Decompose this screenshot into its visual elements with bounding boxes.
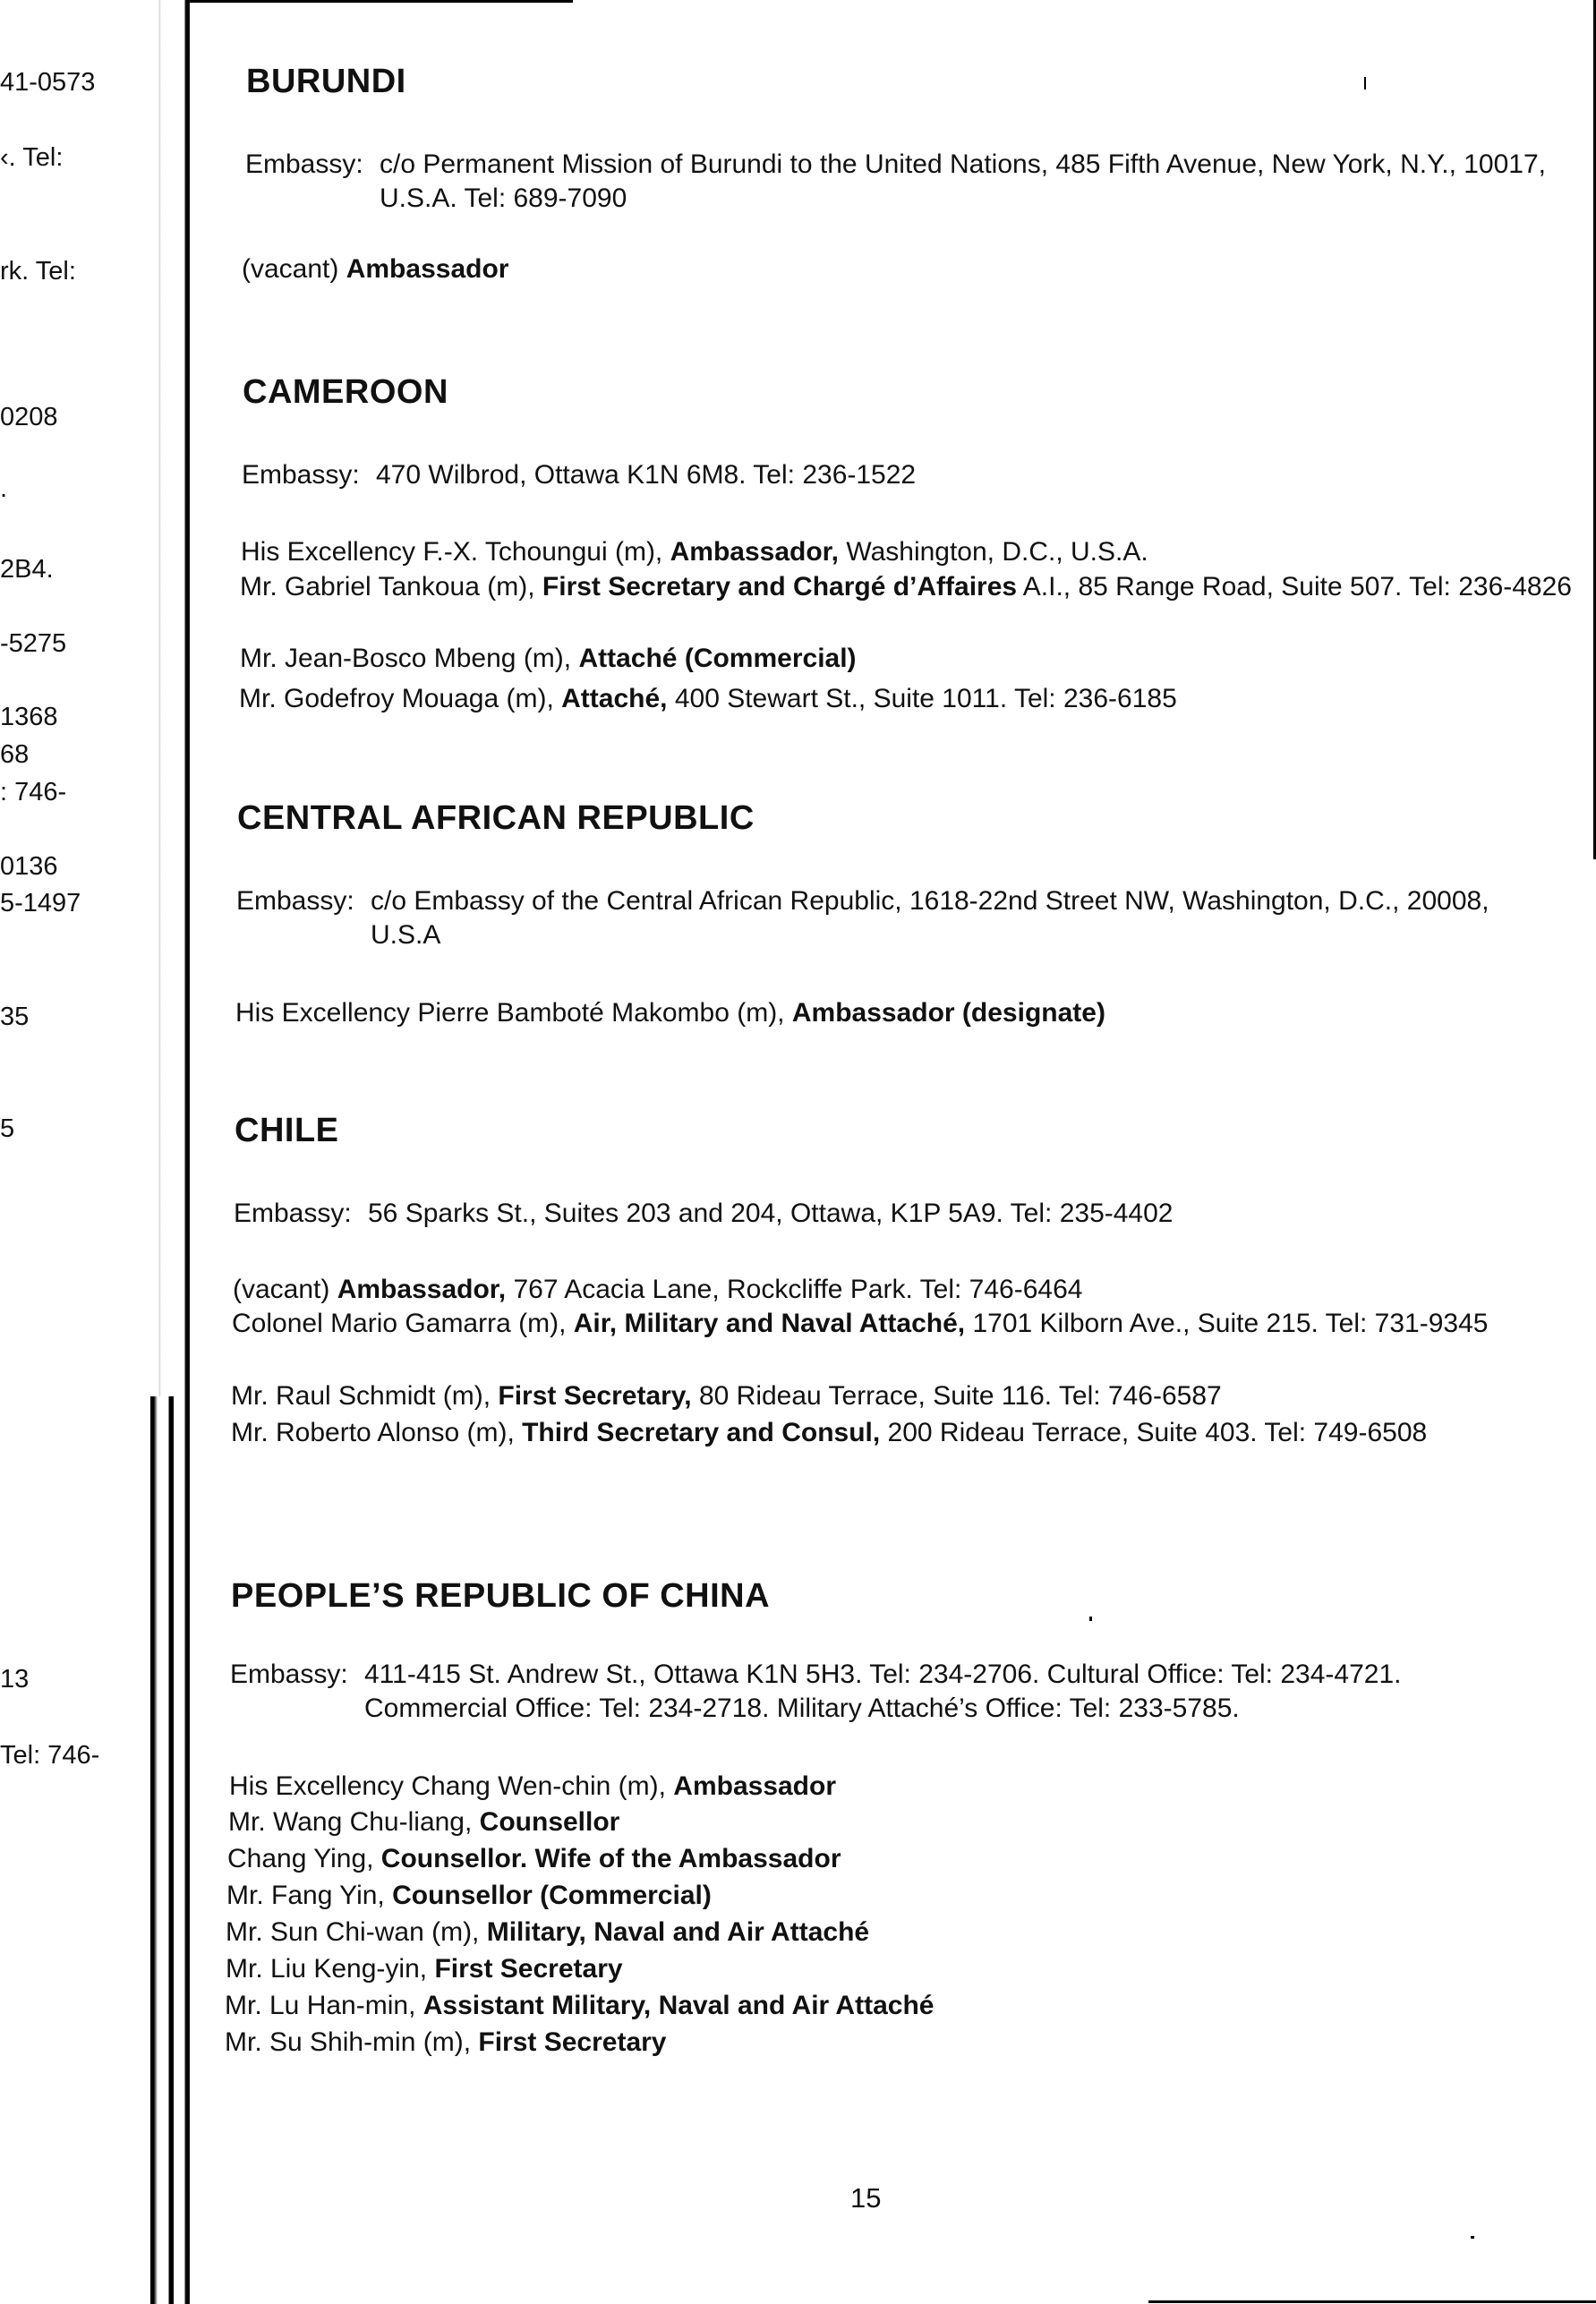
- fragment: .: [0, 474, 8, 503]
- person-name: (vacant): [242, 254, 346, 284]
- person-entry: [225, 2026, 1596, 2060]
- country-heading: CHILE: [235, 1112, 339, 1149]
- person-title: Ambassador: [673, 1771, 837, 1801]
- person-entry: [240, 642, 1596, 676]
- country-heading: PEOPLE’S REPUBLIC OF CHINA: [231, 1577, 771, 1615]
- person-name: Mr. Fang Yin,: [226, 1881, 393, 1910]
- fragment: ‹. Tel:: [0, 143, 64, 172]
- person-title: First Secretary: [478, 2027, 667, 2057]
- person-name: Mr. Jean-Bosco Mbeng (m),: [240, 644, 579, 673]
- embassy-address: 411-415 St. Andrew St., Ottawa K1N 5H3. Tel: 234-2706. Cultural Office: Tel: 234-4721. Commercial Office: Tel: 234-2718. Military Attaché’s Office: Tel: 233-5785.: [364, 1660, 1402, 1723]
- person-entry: [235, 996, 1596, 1030]
- person-entry: [241, 535, 1596, 569]
- person-title: Ambassador,: [670, 537, 840, 567]
- country-heading: CENTRAL AFRICAN REPUBLIC: [237, 799, 755, 837]
- person-entry: [227, 1842, 1596, 1876]
- person-entry: [226, 1879, 1596, 1913]
- fragment: 0136: [0, 852, 58, 881]
- fragment: -5275: [0, 629, 67, 658]
- person-entry: [232, 1307, 1596, 1341]
- person-details: Washington, D.C., U.S.A.: [839, 537, 1148, 567]
- person-name: Mr. Sun Chi-wan (m),: [226, 1917, 487, 1947]
- person-entry: [228, 1805, 1596, 1839]
- person-name: Mr. Roberto Alonso (m),: [231, 1418, 523, 1447]
- person-title: Counsellor: [479, 1807, 620, 1837]
- person-details: 80 Rideau Terrace, Suite 116. Tel: 746-6587: [691, 1381, 1222, 1411]
- person-title: Assistant Military, Naval and Air Attaché: [422, 1991, 935, 2020]
- person-name: His Excellency Chang Wen-chin (m),: [229, 1771, 674, 1801]
- fragment: 13: [0, 1665, 30, 1694]
- fragment: 41-0573: [0, 68, 96, 97]
- embassy-label: Embassy:: [245, 149, 363, 179]
- person-name: Mr. Raul Schmidt (m),: [231, 1381, 499, 1411]
- country-heading: BURUNDI: [246, 63, 406, 100]
- embassy-entry: [230, 1658, 1546, 1726]
- person-title: Attaché (Commercial): [578, 644, 857, 673]
- embassy-entry: [236, 884, 1552, 952]
- person-name: Colonel Mario Gamarra (m),: [232, 1309, 574, 1338]
- person-title: Ambassador,: [337, 1275, 507, 1304]
- person-name: Mr. Su Shih-min (m),: [225, 2027, 479, 2057]
- person-name: Chang Ying,: [227, 1844, 381, 1873]
- person-name: Mr. Godefroy Mouaga (m),: [239, 684, 562, 713]
- embassy-address: c/o Permanent Mission of Burundi to the United Nations, 485 Fifth Avenue, New York, N.Y., 10017, U.S.A. Tel: 689-7090: [380, 149, 1546, 213]
- person-title: First Secretary: [434, 1954, 623, 1984]
- fragment: Tel: 746-: [0, 1741, 100, 1770]
- person-entry: [231, 1379, 1596, 1413]
- person-details: 1701 Kilborn Ave., Suite 215. Tel: 731-9345: [965, 1309, 1489, 1338]
- person-entry: [226, 1952, 1596, 1986]
- embassy-label: Embassy:: [236, 886, 354, 916]
- person-title: Ambassador (designate): [791, 998, 1105, 1028]
- person-name: (vacant): [233, 1275, 337, 1304]
- person-entry: [240, 570, 1596, 604]
- person-title: Third Secretary and Consul,: [522, 1418, 881, 1447]
- fragment: 0208: [0, 403, 58, 431]
- fragment: rk. Tel:: [0, 257, 76, 286]
- embassy-address: c/o Embassy of the Central African Republic, 1618-22nd Street NW, Washington, D.C., 20008, U.S.A: [371, 886, 1489, 950]
- binding-shadow: [150, 1396, 174, 2304]
- person-entry: [226, 1916, 1596, 1950]
- person-name: His Excellency F.-X. Tchoungui (m),: [241, 537, 670, 567]
- bottom-edge-rule: [1148, 2300, 1596, 2303]
- embassy-entry: [242, 458, 1558, 492]
- person-details: 200 Rideau Terrace, Suite 403. Tel: 749-6508: [880, 1418, 1428, 1447]
- person-entry: [242, 252, 1596, 286]
- person-entry: [233, 1273, 1596, 1307]
- person-name: Mr. Lu Han-min,: [225, 1991, 423, 2020]
- scan-speck: [1364, 77, 1366, 90]
- country-heading: CAMEROON: [243, 373, 448, 411]
- person-details: A.I., 85 Range Road, Suite 507. Tel: 236-4826: [1017, 572, 1572, 602]
- person-entry: [229, 1770, 1596, 1804]
- person-name: Mr. Wang Chu-liang,: [228, 1807, 480, 1837]
- person-entry: [225, 1989, 1596, 2023]
- top-edge-rule: [190, 0, 573, 3]
- embassy-address: 56 Sparks St., Suites 203 and 204, Ottawa, K1P 5A9. Tel: 235-4402: [368, 1199, 1174, 1228]
- fragment: 5-1497: [0, 889, 81, 917]
- person-name: Mr. Liu Keng-yin,: [226, 1954, 435, 1984]
- fragment: 2B4.: [0, 555, 54, 584]
- embassy-entry: [234, 1197, 1549, 1231]
- fragment: 68: [0, 740, 30, 769]
- person-title: Air, Military and Naval Attaché,: [573, 1309, 966, 1338]
- person-title: Counsellor (Commercial): [392, 1881, 712, 1910]
- fragment: 5: [0, 1114, 15, 1143]
- scan-speck: [1471, 2236, 1474, 2239]
- embassy-entry: [245, 148, 1561, 216]
- person-details: 767 Acacia Lane, Rockcliffe Park. Tel: 746-6464: [506, 1275, 1083, 1304]
- person-title: First Secretary and Chargé d’Affaires: [542, 572, 1018, 602]
- scan-speck: [1089, 1617, 1092, 1621]
- embassy-label: Embassy:: [234, 1199, 352, 1228]
- person-details: 400 Stewart St., Suite 1011. Tel: 236-6185: [667, 684, 1177, 713]
- fragment: : 746-: [0, 778, 67, 806]
- fragment: 1368: [0, 703, 58, 731]
- person-title: Counsellor. Wife of the Ambassador: [380, 1844, 841, 1873]
- person-name: Mr. Gabriel Tankoua (m),: [240, 572, 542, 602]
- fragment: 35: [0, 1003, 30, 1031]
- person-title: Attaché,: [561, 684, 668, 713]
- person-title: Military, Naval and Air Attaché: [486, 1917, 870, 1947]
- person-entry: [239, 682, 1596, 716]
- person-name: His Excellency Pierre Bamboté Makombo (m),: [235, 998, 792, 1028]
- embassy-label: Embassy:: [230, 1660, 348, 1689]
- facing-page-fragments: [0, 0, 148, 2304]
- person-title: First Secretary,: [498, 1381, 692, 1411]
- person-title: Ambassador: [346, 254, 509, 284]
- person-entry: [231, 1416, 1596, 1450]
- page-number: 15: [850, 2182, 882, 2214]
- embassy-address: 470 Wilbrod, Ottawa K1N 6M8. Tel: 236-1522: [376, 460, 917, 490]
- embassy-label: Embassy:: [242, 460, 360, 490]
